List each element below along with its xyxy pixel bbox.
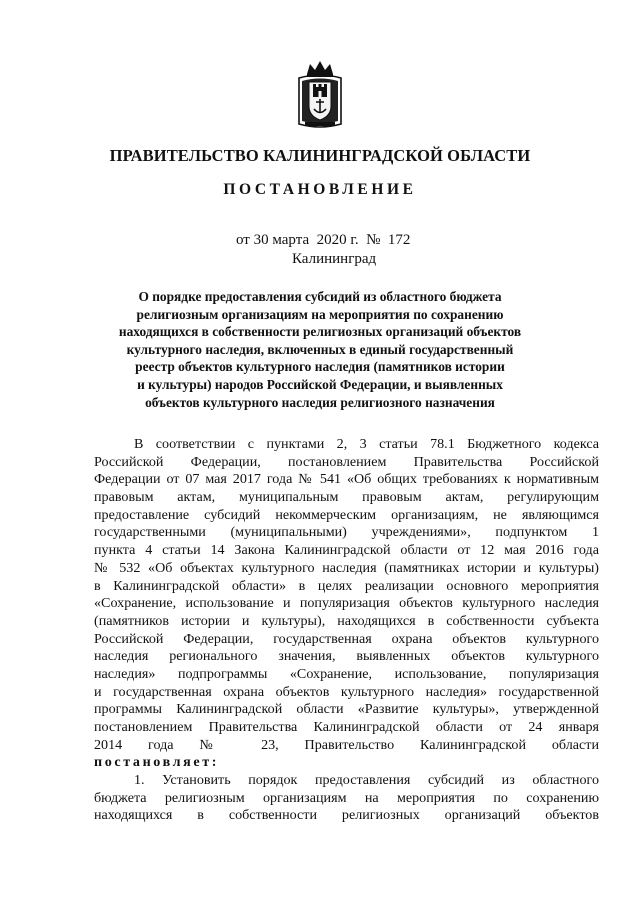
city: Калининград xyxy=(292,251,377,267)
body-line: предоставление субсидий некоммерческим организациям, не являющимся xyxy=(94,506,599,523)
body-line: в Калининградской области» в целях реализации основного мероприятия xyxy=(94,577,599,594)
body-line: постановлением Правительства Калининградской области от 24 января xyxy=(94,719,599,735)
body-line: правовым актам, муниципальным правовым актам, регулирующим xyxy=(94,489,599,506)
body-line: Российской Федерации, постановлением Правительства Российской xyxy=(94,453,599,470)
document-type: ПОСТАНОВЛЕНИЕ xyxy=(223,181,417,198)
body-line: В соответствии с пунктами 2, 3 статьи 78.1 Бюджетного кодекса xyxy=(134,436,599,452)
body-line: программы Калининградской области «Развитие культуры», утвержденной xyxy=(94,701,599,718)
government-title: ПРАВИТЕЛЬСТВО КАЛИНИНГРАДСКОЙ ОБЛАСТИ xyxy=(109,146,531,165)
body-line: Федерации от 07 мая 2017 года № 541 «Об общих требованиях к нормативным xyxy=(94,471,599,488)
item-line: находящихся в собственности религиозных организаций объектов xyxy=(94,807,599,824)
body-line: Российской Федерации, государственная охрана объектов культурного xyxy=(94,630,599,647)
resolution-subject xyxy=(110,288,530,411)
item-line: 1. Установить порядок предоставления субсидий из областного xyxy=(134,772,599,789)
body-line: (памятников истории и культуры), находящихся в собственности субъекта xyxy=(94,612,599,629)
coat-of-arms-emblem xyxy=(295,58,345,130)
subject-line: культурного наследия, включенных в единый государственный xyxy=(126,341,514,357)
body-line: «Сохранение, использование и популяризация объектов культурного наследия xyxy=(94,595,599,612)
decree-word-text: постановляет: xyxy=(94,754,220,771)
body-line: и государственная охрана объектов культурного наследия» государственной xyxy=(94,683,599,700)
body-line: наследия» подпрограммы «Сохранение, использование, популяризация xyxy=(94,665,599,682)
subject-line: находящихся в собственности религиозных организаций объектов xyxy=(118,324,522,340)
body-line: 2014 года № 23, Правительство Калининградской области xyxy=(94,736,599,753)
subject-line: и культуры) народов Российской Федерации, и выявленных xyxy=(137,376,503,392)
decree-word xyxy=(94,754,599,772)
preamble-paragraph xyxy=(94,436,599,825)
subject-line: объектов культурного наследия религиозного назначения xyxy=(145,394,495,410)
date-and-number: от 30 марта 2020 г. № 172 xyxy=(236,232,411,248)
body-line: № 532 «Об объектах культурного наследия (памятниках истории и культуры) xyxy=(94,559,599,576)
subject-line: религиозным организациям на мероприятия по сохранению xyxy=(136,306,504,322)
subject-line: О порядке предоставления субсидий из областного бюджета xyxy=(138,289,502,304)
body-line: государственными (муниципальными) учреждениями», подпунктом 1 xyxy=(94,524,599,541)
body-line: пункта 4 статьи 14 Закона Калининградской области от 12 мая 2016 года xyxy=(94,542,599,559)
subject-line: реестр объектов культурного наследия (памятников истории xyxy=(135,359,505,375)
item-line: бюджета религиозным организациям на мероприятия по сохранению xyxy=(94,789,599,806)
body-line: наследия регионального значения, выявленных объектов культурного xyxy=(94,648,599,665)
